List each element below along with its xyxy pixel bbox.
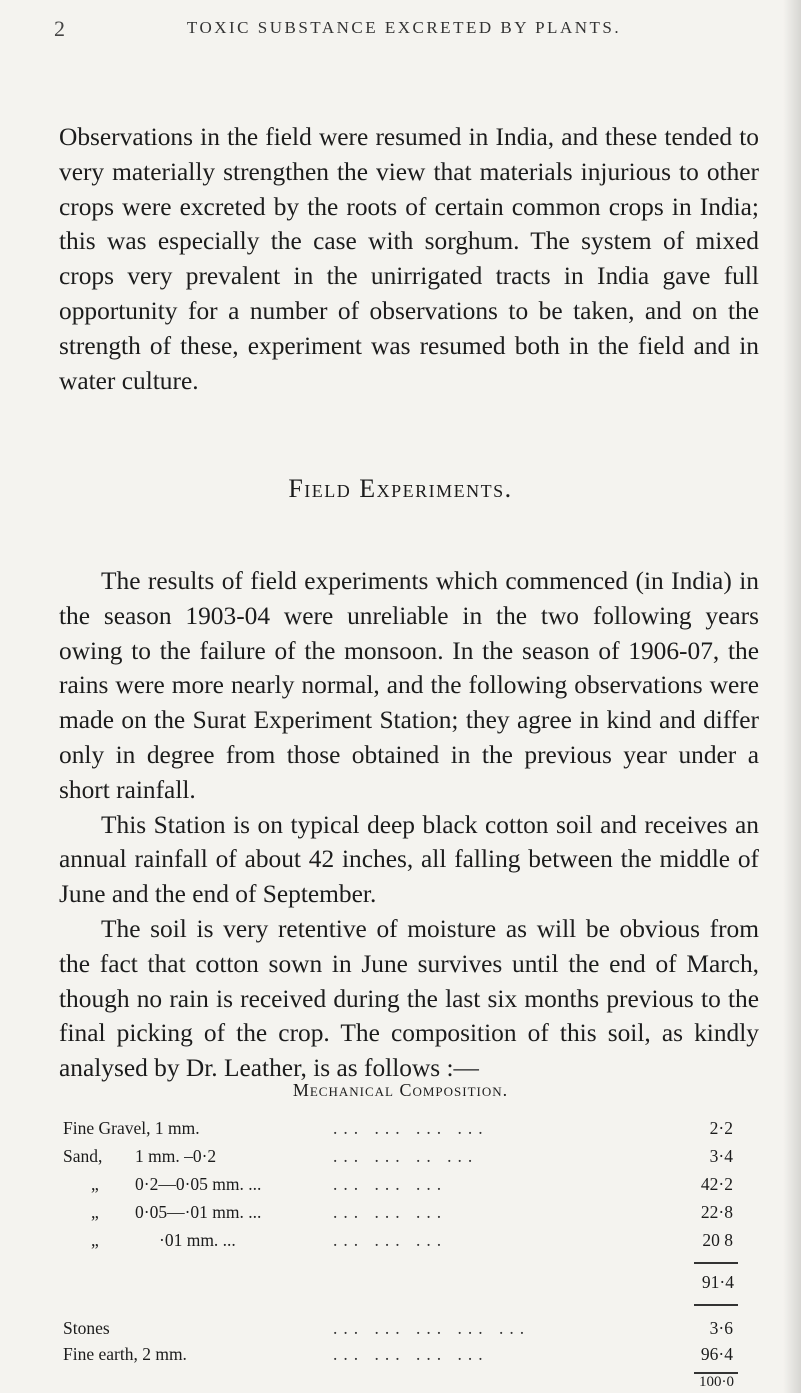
total-rule	[694, 1372, 738, 1374]
row-value: 42·2	[700, 1174, 733, 1194]
leader-dots: ... ... ... ...	[333, 1118, 489, 1138]
table-row	[63, 1118, 733, 1144]
row-label: Sand,	[63, 1146, 103, 1166]
table-row	[63, 1202, 733, 1228]
total-value: 100·0	[699, 1374, 734, 1390]
row-label: Stones	[63, 1318, 110, 1338]
row-label: Fine Gravel, 1 mm.	[63, 1118, 200, 1138]
row-value: 2·2	[709, 1118, 733, 1138]
row-value: 96·4	[700, 1344, 733, 1364]
page-header	[54, 16, 754, 46]
mechanical-composition-heading: Mechanical Composition.	[292, 1080, 509, 1100]
leader-dots: ... ... .. ...	[333, 1146, 479, 1166]
row-value: 3·4	[709, 1146, 733, 1166]
page-edge-shadow	[783, 0, 801, 1393]
row-value: 22·8	[700, 1202, 733, 1222]
leader-dots: ... ... ... ...	[333, 1344, 489, 1364]
row-label: „	[91, 1202, 99, 1222]
paragraph-results: The results of field experiments which commenced (in India) in the season 1903-04 were unreliable in the two following years owing to the failure of the monsoon. In the season of 1906-07, the rains were more nearly normal, and the following observations were made on the Surat Experiment Station; they agree in kind and differ only in degree from those obtained in the previous year under a short rainfall.	[59, 567, 759, 804]
table-row	[63, 1230, 733, 1256]
row-sublabel: 0·05—·01 mm. ...	[135, 1202, 262, 1222]
leader-dots: ... ... ... ... ...	[333, 1318, 531, 1338]
row-value: 20 8	[702, 1230, 733, 1250]
subtotal-underline	[694, 1304, 738, 1306]
row-label: „	[91, 1230, 99, 1250]
table-row	[63, 1344, 733, 1370]
table-row	[63, 1146, 733, 1172]
row-label: Fine earth, 2 mm.	[63, 1344, 187, 1364]
paragraph-soil: The soil is very retentive of moisture as will be obvious from the fact that cotton sown in June survives until the end of March, though no rain is received during the last six months previous to the final picking of the crop. The composition of this soil, as kindly analysed by Dr. Leather, is as follows :—	[59, 914, 759, 1083]
paragraph-observations: Observations in the field were resumed in India, and these tended to very materially strengthen the view that materials injurious to other crops were excreted by the roots of certain common crops in India; this was especially the case with sorghum. The system of mixed crops very prevalent in the unirrigated tracts in India gave full opportunity for a number of observations to be taken, and on the strength of these, experiment was resumed both in the field and in water culture.	[59, 123, 759, 395]
field-experiments-heading: Field Experiments.	[288, 474, 513, 503]
row-sublabel: 0·2—0·05 mm. ...	[135, 1174, 262, 1194]
leader-dots: ... ... ...	[333, 1230, 448, 1250]
table-row	[63, 1318, 733, 1344]
leader-dots: ... ... ...	[333, 1202, 448, 1222]
row-sublabel: ·01 mm. ...	[159, 1230, 236, 1250]
row-value: 3·6	[709, 1318, 733, 1338]
row-sublabel: 1 mm. –0·2	[135, 1146, 217, 1166]
paragraph-station: This Station is on typical deep black cotton soil and receives an annual rainfall of about 42 inches, all falling between the middle of June and the end of September.	[59, 810, 759, 909]
row-label: „	[91, 1174, 99, 1194]
table-row	[63, 1174, 733, 1200]
leader-dots: ... ... ...	[333, 1174, 448, 1194]
field-experiments-section	[59, 564, 759, 1086]
page-number: 2	[54, 16, 65, 41]
running-head: TOXIC SUBSTANCE EXCRETED BY PLANTS.	[186, 18, 622, 37]
subtotal-rule	[694, 1262, 738, 1264]
subtotal-value: 91·4	[701, 1272, 734, 1292]
intro-section	[59, 120, 759, 398]
